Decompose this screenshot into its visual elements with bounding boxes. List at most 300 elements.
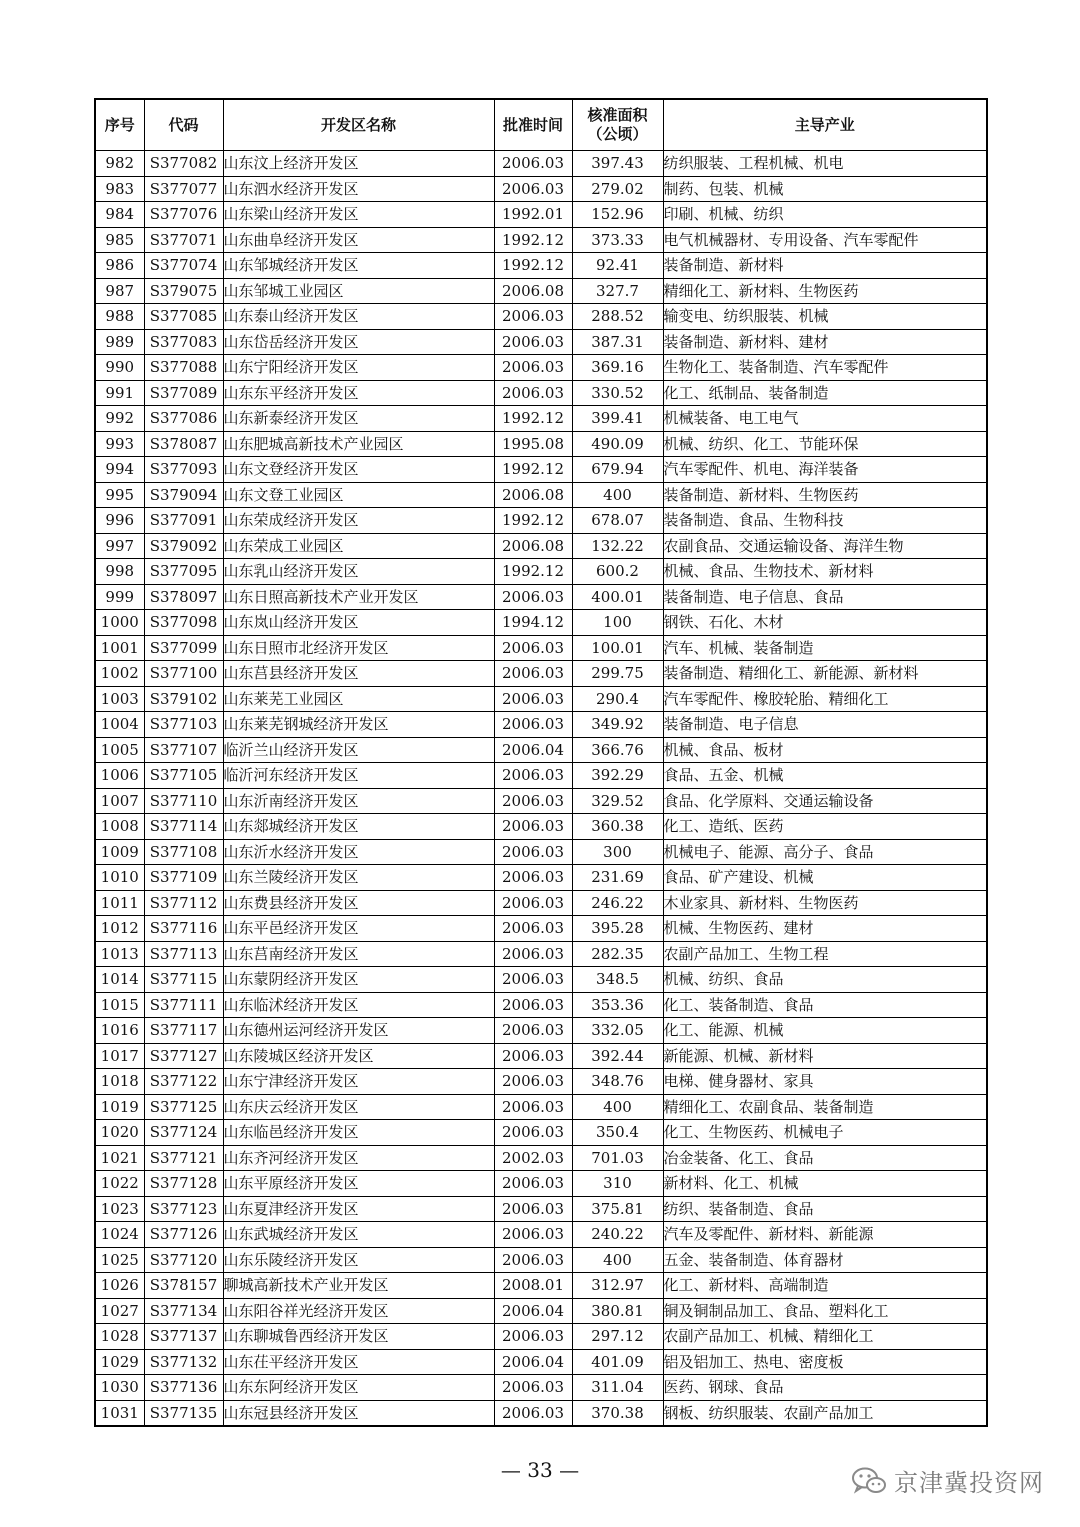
cell-name: 山东蒙阴经济开发区	[223, 967, 494, 993]
cell-index: 1014	[95, 967, 144, 993]
cell-name: 山东荣成工业园区	[223, 533, 494, 559]
cell-industry: 机械装备、电工电气	[663, 406, 987, 432]
cell-name: 山东曲阜经济开发区	[223, 227, 494, 253]
cell-date: 2006.03	[494, 1120, 572, 1146]
cell-date: 2006.03	[494, 992, 572, 1018]
table-row	[95, 329, 987, 355]
cell-industry: 电气机械器材、专用设备、汽车零配件	[663, 227, 987, 253]
cell-name: 山东聊城鲁西经济开发区	[223, 1324, 494, 1350]
cell-industry: 装备制造、新材料	[663, 253, 987, 279]
development-zone-table	[94, 98, 988, 1427]
cell-index: 1002	[95, 661, 144, 687]
table-row	[95, 202, 987, 228]
cell-name: 山东武城经济开发区	[223, 1222, 494, 1248]
cell-date: 1992.12	[494, 559, 572, 585]
cell-industry: 木业家具、新材料、生物医药	[663, 890, 987, 916]
cell-code: S379094	[144, 482, 223, 508]
cell-industry: 机械、纺织、食品	[663, 967, 987, 993]
cell-name: 山东东阿经济开发区	[223, 1375, 494, 1401]
cell-industry: 装备制造、电子信息	[663, 712, 987, 738]
cell-area: 100	[572, 610, 663, 636]
table-row	[95, 304, 987, 330]
cell-index: 1007	[95, 788, 144, 814]
cell-date: 2006.03	[494, 151, 572, 177]
cell-date: 1992.12	[494, 253, 572, 279]
cell-area: 490.09	[572, 431, 663, 457]
cell-area: 679.94	[572, 457, 663, 483]
cell-date: 2006.03	[494, 686, 572, 712]
cell-date: 2006.03	[494, 1171, 572, 1197]
cell-code: S377086	[144, 406, 223, 432]
cell-industry: 机械、食品、板材	[663, 737, 987, 763]
cell-index: 987	[95, 278, 144, 304]
cell-code: S377100	[144, 661, 223, 687]
cell-code: S379092	[144, 533, 223, 559]
table-row	[95, 508, 987, 534]
table-row	[95, 788, 987, 814]
cell-industry: 五金、装备制造、体育器材	[663, 1247, 987, 1273]
cell-index: 1012	[95, 916, 144, 942]
cell-name: 临沂河东经济开发区	[223, 763, 494, 789]
cell-area: 701.03	[572, 1145, 663, 1171]
cell-date: 2006.03	[494, 1043, 572, 1069]
cell-name: 山东岚山经济开发区	[223, 610, 494, 636]
cell-name: 山东费县经济开发区	[223, 890, 494, 916]
cell-industry: 农副食品、交通运输设备、海洋生物	[663, 533, 987, 559]
cell-code: S377124	[144, 1120, 223, 1146]
cell-area: 400.01	[572, 584, 663, 610]
cell-industry: 装备制造、电子信息、食品	[663, 584, 987, 610]
cell-area: 327.7	[572, 278, 663, 304]
cell-date: 2006.04	[494, 1298, 572, 1324]
cell-code: S377093	[144, 457, 223, 483]
cell-industry: 精细化工、农副食品、装备制造	[663, 1094, 987, 1120]
table-row	[95, 584, 987, 610]
cell-name: 山东宁津经济开发区	[223, 1069, 494, 1095]
cell-area: 310	[572, 1171, 663, 1197]
cell-industry: 化工、纸制品、装备制造	[663, 380, 987, 406]
cell-industry: 医药、钢球、食品	[663, 1375, 987, 1401]
cell-date: 2006.08	[494, 278, 572, 304]
table-row	[95, 431, 987, 457]
cell-date: 2006.03	[494, 1222, 572, 1248]
cell-code: S377111	[144, 992, 223, 1018]
cell-name: 山东日照高新技术产业开发区	[223, 584, 494, 610]
cell-area: 100.01	[572, 635, 663, 661]
cell-date: 1992.12	[494, 406, 572, 432]
cell-code: S377127	[144, 1043, 223, 1069]
table-row	[95, 151, 987, 177]
cell-code: S377083	[144, 329, 223, 355]
cell-industry: 精细化工、新材料、生物医药	[663, 278, 987, 304]
cell-index: 1024	[95, 1222, 144, 1248]
cell-industry: 化工、新材料、高端制造	[663, 1273, 987, 1299]
cell-area: 132.22	[572, 533, 663, 559]
table-row	[95, 967, 987, 993]
cell-area: 246.22	[572, 890, 663, 916]
cell-index: 998	[95, 559, 144, 585]
cell-name: 山东莱芜工业园区	[223, 686, 494, 712]
cell-index: 1006	[95, 763, 144, 789]
cell-index: 1009	[95, 839, 144, 865]
table-row	[95, 610, 987, 636]
cell-area: 152.96	[572, 202, 663, 228]
cell-code: S377077	[144, 176, 223, 202]
cell-area: 349.92	[572, 712, 663, 738]
cell-name: 山东沂水经济开发区	[223, 839, 494, 865]
cell-area: 240.22	[572, 1222, 663, 1248]
table-row	[95, 176, 987, 202]
cell-index: 1017	[95, 1043, 144, 1069]
cell-area: 300	[572, 839, 663, 865]
cell-industry: 纺织、装备制造、食品	[663, 1196, 987, 1222]
table-row	[95, 482, 987, 508]
cell-name: 山东沂南经济开发区	[223, 788, 494, 814]
cell-index: 1029	[95, 1349, 144, 1375]
cell-index: 1001	[95, 635, 144, 661]
cell-date: 2006.03	[494, 635, 572, 661]
cell-code: S377126	[144, 1222, 223, 1248]
cell-date: 2006.03	[494, 380, 572, 406]
cell-index: 993	[95, 431, 144, 457]
cell-area: 290.4	[572, 686, 663, 712]
cell-code: S377136	[144, 1375, 223, 1401]
cell-area: 288.52	[572, 304, 663, 330]
cell-area: 231.69	[572, 865, 663, 891]
cell-industry: 汽车、机械、装备制造	[663, 635, 987, 661]
cell-date: 2006.03	[494, 967, 572, 993]
cell-date: 1992.12	[494, 227, 572, 253]
table-row	[95, 1145, 987, 1171]
cell-name: 山东平邑经济开发区	[223, 916, 494, 942]
cell-name: 山东德州运河经济开发区	[223, 1018, 494, 1044]
cell-date: 2006.03	[494, 814, 572, 840]
table-row	[95, 814, 987, 840]
cell-date: 2006.03	[494, 1247, 572, 1273]
cell-code: S379075	[144, 278, 223, 304]
cell-date: 2006.03	[494, 865, 572, 891]
cell-industry: 化工、装备制造、食品	[663, 992, 987, 1018]
cell-index: 1018	[95, 1069, 144, 1095]
cell-code: S377122	[144, 1069, 223, 1095]
cell-area: 332.05	[572, 1018, 663, 1044]
cell-index: 996	[95, 508, 144, 534]
cell-index: 1026	[95, 1273, 144, 1299]
header-industry: 主导产业	[663, 99, 987, 151]
cell-code: S377082	[144, 151, 223, 177]
cell-industry: 钢板、纺织服装、农副产品加工	[663, 1400, 987, 1426]
table-row	[95, 941, 987, 967]
cell-code: S377134	[144, 1298, 223, 1324]
cell-area: 370.38	[572, 1400, 663, 1426]
cell-code: S377109	[144, 865, 223, 891]
cell-date: 2006.03	[494, 1196, 572, 1222]
page-number: — 33 —	[500, 1458, 580, 1482]
cell-date: 2006.03	[494, 1400, 572, 1426]
cell-index: 985	[95, 227, 144, 253]
cell-index: 982	[95, 151, 144, 177]
cell-index: 1027	[95, 1298, 144, 1324]
cell-date: 2006.08	[494, 533, 572, 559]
cell-name: 山东郯城经济开发区	[223, 814, 494, 840]
cell-industry: 钢铁、石化、木材	[663, 610, 987, 636]
cell-date: 2006.03	[494, 916, 572, 942]
cell-name: 山东临邑经济开发区	[223, 1120, 494, 1146]
cell-index: 1000	[95, 610, 144, 636]
cell-name: 山东肥城高新技术产业园区	[223, 431, 494, 457]
table-row	[95, 661, 987, 687]
cell-code: S377114	[144, 814, 223, 840]
cell-index: 1021	[95, 1145, 144, 1171]
table-row	[95, 1324, 987, 1350]
cell-code: S377128	[144, 1171, 223, 1197]
cell-date: 1992.12	[494, 457, 572, 483]
cell-area: 348.5	[572, 967, 663, 993]
cell-name: 山东茌平经济开发区	[223, 1349, 494, 1375]
cell-index: 1023	[95, 1196, 144, 1222]
cell-area: 299.75	[572, 661, 663, 687]
cell-name: 山东莱芜钢城经济开发区	[223, 712, 494, 738]
cell-industry: 新材料、化工、机械	[663, 1171, 987, 1197]
cell-name: 山东日照市北经济开发区	[223, 635, 494, 661]
cell-industry: 装备制造、新材料、生物医药	[663, 482, 987, 508]
cell-code: S377107	[144, 737, 223, 763]
cell-date: 2006.03	[494, 712, 572, 738]
header-area-line2: （公顷）	[587, 125, 648, 143]
cell-name: 山东岱岳经济开发区	[223, 329, 494, 355]
cell-date: 1995.08	[494, 431, 572, 457]
table-row	[95, 1069, 987, 1095]
table-row	[95, 1298, 987, 1324]
cell-area: 375.81	[572, 1196, 663, 1222]
cell-date: 2008.01	[494, 1273, 572, 1299]
cell-code: S377132	[144, 1349, 223, 1375]
cell-industry: 化工、造纸、医药	[663, 814, 987, 840]
table-row	[95, 253, 987, 279]
table-row	[95, 227, 987, 253]
table-row	[95, 1400, 987, 1426]
cell-area: 297.12	[572, 1324, 663, 1350]
cell-code: S377125	[144, 1094, 223, 1120]
cell-index: 1016	[95, 1018, 144, 1044]
cell-area: 312.97	[572, 1273, 663, 1299]
cell-name: 山东文登经济开发区	[223, 457, 494, 483]
cell-name: 山东齐河经济开发区	[223, 1145, 494, 1171]
table-row	[95, 1247, 987, 1273]
cell-code: S379102	[144, 686, 223, 712]
cell-index: 1031	[95, 1400, 144, 1426]
cell-code: S377121	[144, 1145, 223, 1171]
cell-area: 392.44	[572, 1043, 663, 1069]
cell-index: 991	[95, 380, 144, 406]
watermark	[852, 1463, 1044, 1498]
cell-area: 392.29	[572, 763, 663, 789]
cell-code: S377108	[144, 839, 223, 865]
cell-area: 399.41	[572, 406, 663, 432]
cell-date: 2006.03	[494, 329, 572, 355]
cell-index: 1022	[95, 1171, 144, 1197]
cell-code: S377098	[144, 610, 223, 636]
cell-area: 330.52	[572, 380, 663, 406]
cell-index: 984	[95, 202, 144, 228]
table-row	[95, 533, 987, 559]
cell-code: S377099	[144, 635, 223, 661]
cell-area: 350.4	[572, 1120, 663, 1146]
cell-industry: 铜及铜制品加工、食品、塑料化工	[663, 1298, 987, 1324]
table-row	[95, 1222, 987, 1248]
cell-industry: 汽车零配件、机电、海洋装备	[663, 457, 987, 483]
table-row	[95, 1043, 987, 1069]
cell-area: 400	[572, 1094, 663, 1120]
cell-date: 2006.03	[494, 1375, 572, 1401]
cell-name: 山东泰山经济开发区	[223, 304, 494, 330]
cell-code: S377076	[144, 202, 223, 228]
table-row	[95, 1375, 987, 1401]
cell-index: 1005	[95, 737, 144, 763]
cell-area: 380.81	[572, 1298, 663, 1324]
header-row	[95, 99, 987, 151]
table-header	[95, 99, 987, 151]
cell-industry: 化工、生物医药、机械电子	[663, 1120, 987, 1146]
table-row	[95, 1018, 987, 1044]
cell-name: 山东泗水经济开发区	[223, 176, 494, 202]
cell-name: 山东文登工业园区	[223, 482, 494, 508]
cell-code: S377137	[144, 1324, 223, 1350]
cell-code: S378087	[144, 431, 223, 457]
table-row	[95, 992, 987, 1018]
cell-industry: 纺织服装、工程机械、机电	[663, 151, 987, 177]
cell-name: 山东汶上经济开发区	[223, 151, 494, 177]
table-row	[95, 686, 987, 712]
cell-code: S377116	[144, 916, 223, 942]
cell-index: 1008	[95, 814, 144, 840]
cell-date: 2006.03	[494, 584, 572, 610]
cell-industry: 铝及铝加工、热电、密度板	[663, 1349, 987, 1375]
cell-code: S377110	[144, 788, 223, 814]
cell-code: S377088	[144, 355, 223, 381]
cell-code: S377074	[144, 253, 223, 279]
cell-date: 2006.04	[494, 1349, 572, 1375]
cell-industry: 农副产品加工、机械、精细化工	[663, 1324, 987, 1350]
cell-name: 山东夏津经济开发区	[223, 1196, 494, 1222]
cell-area: 400	[572, 1247, 663, 1273]
cell-date: 2002.03	[494, 1145, 572, 1171]
cell-area: 373.33	[572, 227, 663, 253]
cell-code: S377085	[144, 304, 223, 330]
header-index: 序号	[95, 99, 144, 151]
cell-name: 山东邹城经济开发区	[223, 253, 494, 279]
cell-index: 986	[95, 253, 144, 279]
table-row	[95, 890, 987, 916]
cell-code: S377123	[144, 1196, 223, 1222]
table-row	[95, 1196, 987, 1222]
cell-index: 990	[95, 355, 144, 381]
cell-index: 994	[95, 457, 144, 483]
cell-name: 临沂兰山经济开发区	[223, 737, 494, 763]
cell-name: 山东宁阳经济开发区	[223, 355, 494, 381]
cell-code: S377117	[144, 1018, 223, 1044]
table-row	[95, 839, 987, 865]
cell-name: 山东阳谷祥光经济开发区	[223, 1298, 494, 1324]
cell-industry: 装备制造、精细化工、新能源、新材料	[663, 661, 987, 687]
table-row	[95, 457, 987, 483]
header-code: 代码	[144, 99, 223, 151]
cell-code: S377105	[144, 763, 223, 789]
table-row	[95, 712, 987, 738]
cell-area: 401.09	[572, 1349, 663, 1375]
cell-code: S377091	[144, 508, 223, 534]
cell-area: 348.76	[572, 1069, 663, 1095]
cell-index: 1013	[95, 941, 144, 967]
cell-industry: 机械、纺织、化工、节能环保	[663, 431, 987, 457]
cell-date: 1992.12	[494, 508, 572, 534]
cell-code: S377095	[144, 559, 223, 585]
cell-index: 983	[95, 176, 144, 202]
cell-industry: 新能源、机械、新材料	[663, 1043, 987, 1069]
table-body	[95, 151, 987, 1427]
table-row	[95, 1094, 987, 1120]
cell-area: 395.28	[572, 916, 663, 942]
cell-industry: 生物化工、装备制造、汽车零配件	[663, 355, 987, 381]
cell-industry: 汽车零配件、橡胶轮胎、精细化工	[663, 686, 987, 712]
cell-index: 1011	[95, 890, 144, 916]
cell-industry: 机械电子、能源、高分子、食品	[663, 839, 987, 865]
cell-index: 997	[95, 533, 144, 559]
cell-date: 2006.04	[494, 737, 572, 763]
cell-name: 山东莒南经济开发区	[223, 941, 494, 967]
cell-name: 山东邹城工业园区	[223, 278, 494, 304]
cell-date: 2006.03	[494, 1324, 572, 1350]
cell-area: 397.43	[572, 151, 663, 177]
cell-code: S377120	[144, 1247, 223, 1273]
cell-date: 2006.03	[494, 661, 572, 687]
cell-date: 2006.03	[494, 304, 572, 330]
cell-code: S377089	[144, 380, 223, 406]
cell-index: 1003	[95, 686, 144, 712]
cell-index: 1004	[95, 712, 144, 738]
header-date: 批准时间	[494, 99, 572, 151]
cell-area: 360.38	[572, 814, 663, 840]
cell-name: 山东莒县经济开发区	[223, 661, 494, 687]
cell-area: 282.35	[572, 941, 663, 967]
cell-date: 2006.08	[494, 482, 572, 508]
cell-date: 2006.03	[494, 176, 572, 202]
table-row	[95, 1349, 987, 1375]
cell-industry: 输变电、纺织服装、机械	[663, 304, 987, 330]
cell-area: 353.36	[572, 992, 663, 1018]
cell-index: 1028	[95, 1324, 144, 1350]
cell-code: S378157	[144, 1273, 223, 1299]
cell-index: 1010	[95, 865, 144, 891]
cell-area: 369.16	[572, 355, 663, 381]
cell-industry: 汽车及零配件、新材料、新能源	[663, 1222, 987, 1248]
cell-date: 2006.03	[494, 839, 572, 865]
table-row	[95, 635, 987, 661]
table-row	[95, 406, 987, 432]
cell-date: 2006.03	[494, 890, 572, 916]
cell-industry: 装备制造、食品、生物科技	[663, 508, 987, 534]
table-row	[95, 559, 987, 585]
cell-code: S377113	[144, 941, 223, 967]
cell-index: 1019	[95, 1094, 144, 1120]
cell-name: 山东乐陵经济开发区	[223, 1247, 494, 1273]
cell-date: 2006.03	[494, 1018, 572, 1044]
table-row	[95, 1273, 987, 1299]
cell-index: 1030	[95, 1375, 144, 1401]
cell-name: 山东梁山经济开发区	[223, 202, 494, 228]
table-row	[95, 763, 987, 789]
table-row	[95, 1120, 987, 1146]
